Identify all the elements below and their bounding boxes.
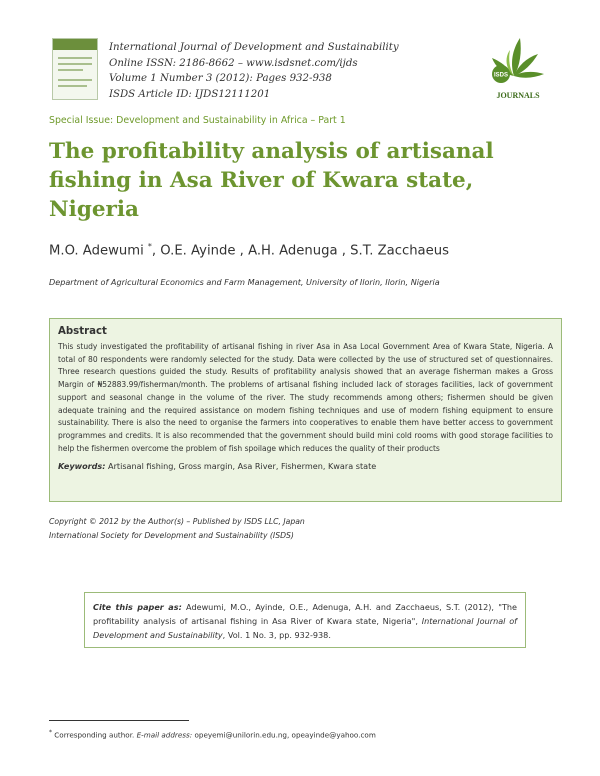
volume-info: Volume 1 Number 3 (2012): Pages 932-938: [109, 73, 332, 84]
citation-journal: International Journal of Development and Sustainability: [93, 616, 517, 640]
logo-subtext: JOURNALS: [496, 91, 540, 100]
footnote: [49, 729, 376, 739]
author-rest: , O.E. Ayinde , A.H. Adenuga , S.T. Zacchaeus: [151, 243, 449, 259]
citation-volume: , Vol. 1 No. 3, pp. 932-938.: [222, 630, 331, 640]
authors: [49, 242, 449, 258]
journal-name: International Journal of Development and Sustainability: [109, 42, 399, 53]
citation-box: [84, 592, 526, 648]
corresponding-mark: *: [147, 242, 152, 251]
abstract-heading: Abstract: [58, 326, 107, 337]
footnote-email-label: E-mail address:: [136, 730, 193, 740]
title-line-1: The profitability analysis of artisanal: [49, 139, 494, 164]
copyright-line-2: International Society for Development and Sustainability (ISDS): [49, 531, 294, 540]
title-line-2: fishing in Asa River of Kwara state,: [49, 168, 474, 193]
online-issn: Online ISSN: 2186-8662 – www.isdsnet.com/ijds: [109, 57, 358, 69]
citation-text: Adewumi, M.O., Ayinde, O.E., Adenuga, A.H. and Zacchaeus, S.T. (2012), "The profitability analysis of artisanal fishing in Asa River of Kwara state, Nigeria",: [93, 602, 517, 626]
isds-journals-logo: [480, 36, 548, 102]
title-line-3: Nigeria: [49, 197, 139, 222]
author-first: M.O. Adewumi: [49, 243, 148, 259]
journal-cover-thumbnail: [52, 38, 98, 100]
article-title: [49, 137, 559, 224]
keywords-label: Keywords:: [58, 461, 106, 472]
journal-info: [109, 40, 399, 102]
footnote-mark: *: [49, 729, 52, 736]
copyright-line-1: Copyright © 2012 by the Author(s) – Published by ISDS LLC, Japan: [49, 517, 305, 526]
special-issue-label: Special Issue: Development and Sustainability in Africa – Part 1: [49, 115, 346, 126]
footnote-email[interactable]: opeyemi@unilorin.edu.ng, opeayinde@yahoo.com: [192, 730, 376, 740]
copyright: [49, 515, 305, 543]
article-id: ISDS Article ID: IJDS12111201: [109, 88, 271, 100]
logo-text: ISDS: [493, 72, 509, 79]
abstract-box: [49, 318, 562, 502]
affiliation: Department of Agricultural Economics and Farm Management, University of Ilorin, Ilorin, Nigeria: [49, 277, 440, 287]
keywords: [58, 461, 553, 471]
footnote-divider: [49, 720, 189, 721]
footnote-prefix: Corresponding author.: [52, 730, 137, 740]
abstract-text: This study investigated the profitability of artisanal fishing in river Asa in Asa Local Government Area of Kwara State, Nigeria. A total of 80 respondents were randomly selected for the study. Data were collected by the use of structured set of questionnaires. Three research questions guided the study. Results of profitability analysis showed that an average fisherman makes a Gross Margin of ₦52883.99/fisherman/month. The problems of artisanal fishing included lack of storages facilities, lack of government support and seasonal change in the volume of the river. The study recommends among others; fishermen should be given adequate training and the required assistance on modern fishing techniques and use of modern fishing equipment to ensure sustainability. There is also the need to organise the farmers into cooperatives to enable them have better access to government programmes and credits. It is also recommended that the government should build mini cold rooms with good storage facilities to help the fishermen overcome the problem of fish spoilage which reduces the quality of their products: [58, 342, 553, 453]
keywords-list: Artisanal fishing, Gross margin, Asa River, Fishermen, Kwara state: [105, 461, 377, 472]
citation-label: Cite this paper as:: [93, 602, 182, 612]
